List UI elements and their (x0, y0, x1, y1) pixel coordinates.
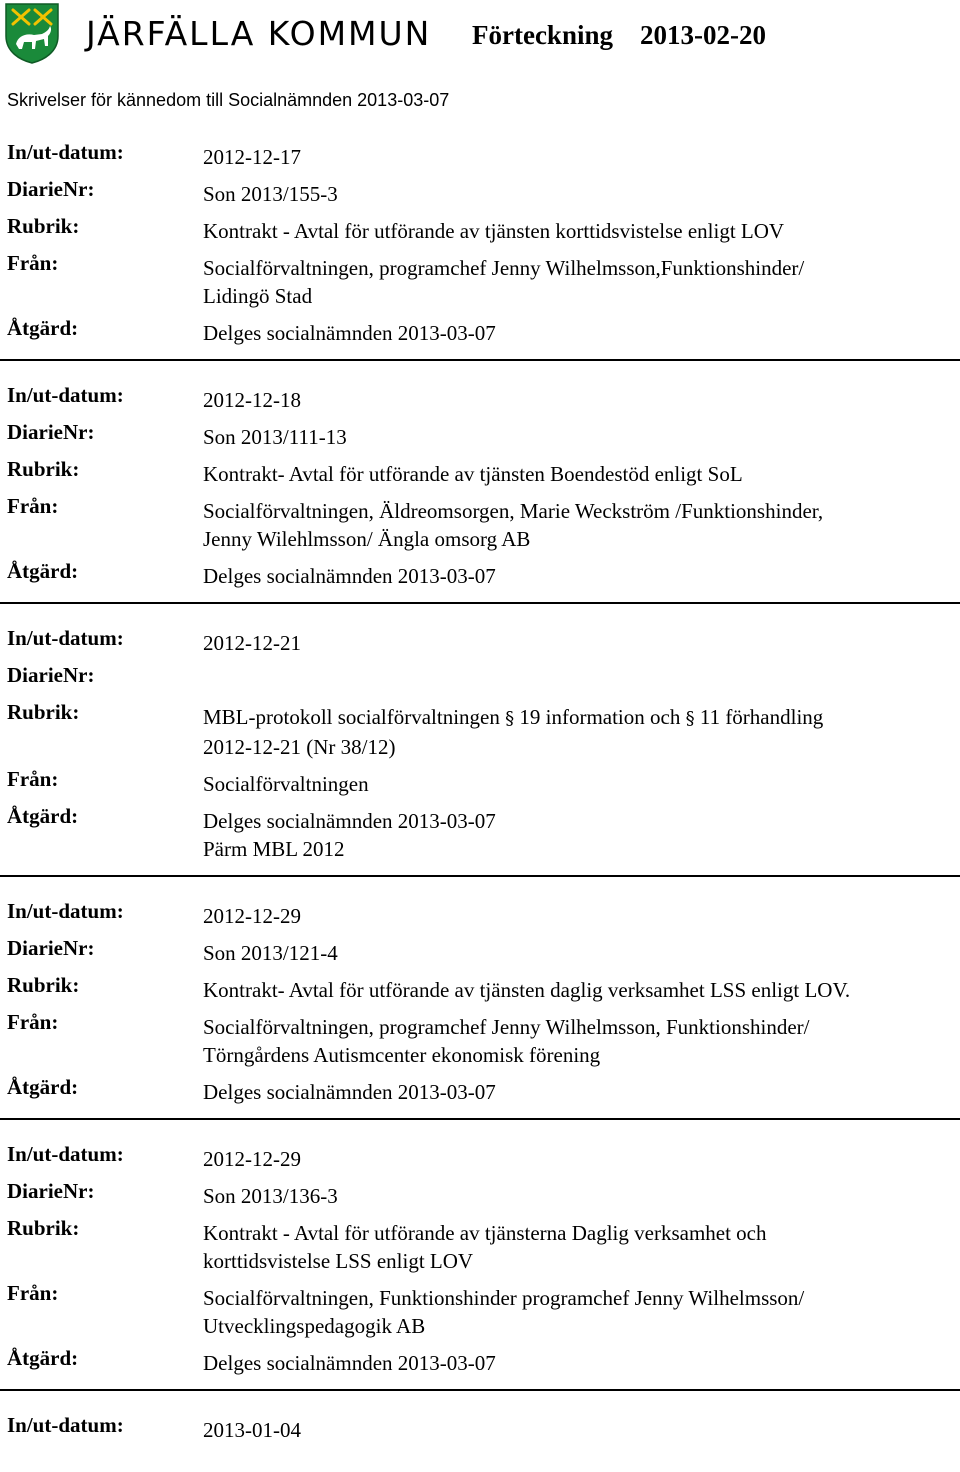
record-row-rubrik (0, 208, 960, 245)
value-atgard (203, 1078, 960, 1106)
value-atgard (203, 562, 960, 590)
label-in-ut-datum: In/ut-datum: (7, 1142, 124, 1166)
record-entry (0, 1136, 960, 1391)
record-row-diarienr (0, 414, 960, 451)
page-subtitle: Skrivelser för kännedom till Socialnämnden 2013-03-07 (7, 90, 450, 110)
record-row-diarienr (0, 657, 960, 694)
value-line: Socialförvaltningen, programchef Jenny Wilhelmsson, Funktionshinder/ (203, 1015, 810, 1039)
value-in-ut-datum: 2013-01-04 (203, 1418, 301, 1442)
label-diarienr: DiarieNr: (7, 663, 95, 687)
value-in-ut-datum: 2012-12-18 (203, 388, 301, 412)
page-header (0, 0, 960, 80)
label-in-ut-datum: In/ut-datum: (7, 140, 124, 164)
label-atgard: Åtgärd: (7, 559, 79, 583)
record-row-in-ut-datum (0, 134, 960, 171)
record-entry (0, 377, 960, 604)
label-in-ut-datum: In/ut-datum: (7, 383, 124, 407)
value-rubrik (203, 1219, 960, 1275)
value-line: Törngårdens Autismcenter ekonomisk förening (203, 1043, 601, 1067)
label-atgard: Åtgärd: (7, 316, 79, 340)
record-row-rubrik (0, 694, 960, 761)
label-diarienr: DiarieNr: (7, 936, 95, 960)
value-diarienr: Son 2013/121-4 (203, 941, 338, 965)
label-diarienr: DiarieNr: (7, 1179, 95, 1203)
record-row-atgard (0, 310, 960, 347)
label-atgard: Åtgärd: (7, 1346, 79, 1370)
record-row-in-ut-datum (0, 893, 960, 930)
value-rubrik (203, 976, 960, 1004)
jarfalla-coat-of-arms-icon (4, 2, 60, 64)
value-in-ut-datum: 2012-12-29 (203, 1147, 301, 1171)
value-line: korttidsvistelse LSS enligt LOV (203, 1249, 474, 1273)
record-entry (0, 620, 960, 877)
value-atgard (203, 807, 960, 863)
value-line: Socialförvaltningen, programchef Jenny Wilhelmsson,Funktionshinder/ (203, 256, 805, 280)
record-row-rubrik (0, 1210, 960, 1275)
label-in-ut-datum: In/ut-datum: (7, 626, 124, 650)
document-date: 2013-02-20 (640, 20, 766, 50)
record-row-in-ut-datum (0, 620, 960, 657)
value-in-ut-datum: 2012-12-29 (203, 904, 301, 928)
record-entry (0, 134, 960, 361)
records-list (0, 134, 960, 1472)
label-fran: Från: (7, 1010, 59, 1034)
record-row-diarienr (0, 171, 960, 208)
label-in-ut-datum: In/ut-datum: (7, 1413, 124, 1437)
value-rubrik (203, 460, 960, 488)
record-row-atgard (0, 553, 960, 590)
record-row-in-ut-datum (0, 1136, 960, 1173)
record-row-diarienr (0, 1173, 960, 1210)
value-line: Delges socialnämnden 2013-03-07 (203, 1351, 496, 1375)
value-diarienr: Son 2013/111-13 (203, 425, 347, 449)
document-title: Förteckning (472, 20, 613, 50)
value-diarienr (203, 666, 960, 694)
record-row-in-ut-datum (0, 377, 960, 414)
value-fran (203, 770, 960, 798)
value-line: Delges socialnämnden 2013-03-07 (203, 1080, 496, 1104)
value-line: Kontrakt - Avtal för utförande av tjänsterna Daglig verksamhet och (203, 1221, 767, 1245)
label-atgard: Åtgärd: (7, 804, 79, 828)
label-fran: Från: (7, 767, 59, 791)
value-rubrik (203, 217, 960, 245)
value-line: Delges socialnämnden 2013-03-07 (203, 321, 496, 345)
value-atgard (203, 1349, 960, 1377)
record-row-fran (0, 245, 960, 310)
value-diarienr: Son 2013/136-3 (203, 1184, 338, 1208)
label-rubrik: Rubrik: (7, 457, 80, 481)
value-fran (203, 1284, 960, 1340)
label-rubrik: Rubrik: (7, 214, 80, 238)
label-fran: Från: (7, 494, 59, 518)
value-line: Pärm MBL 2012 (203, 837, 345, 861)
value-diarienr: Son 2013/155-3 (203, 182, 338, 206)
value-line: Utvecklingspedagogik AB (203, 1314, 426, 1338)
record-row-diarienr (0, 930, 960, 967)
label-rubrik: Rubrik: (7, 973, 80, 997)
value-line: 2012-12-21 (Nr 38/12) (203, 735, 396, 759)
value-fran (203, 1013, 960, 1069)
value-line: MBL-protokoll socialförvaltningen § 19 information och § 11 förhandling (203, 705, 824, 729)
value-line: Kontrakt - Avtal för utförande av tjänsten korttidsvistelse enligt LOV (203, 219, 785, 243)
value-fran (203, 254, 960, 310)
value-fran (203, 497, 960, 553)
value-line: Lidingö Stad (203, 284, 313, 308)
value-line: Delges socialnämnden 2013-03-07 (203, 809, 496, 833)
record-row-atgard (0, 798, 960, 863)
value-line: Jenny Wilehlmsson/ Ängla omsorg AB (203, 527, 531, 551)
municipality-name: JÄRFÄLLA KOMMUN (86, 14, 432, 53)
value-line: Socialförvaltningen (203, 772, 369, 796)
record-row-rubrik (0, 967, 960, 1004)
label-diarienr: DiarieNr: (7, 177, 95, 201)
value-line: Socialförvaltningen, Funktionshinder programchef Jenny Wilhelmsson/ (203, 1286, 805, 1310)
value-in-ut-datum: 2012-12-17 (203, 145, 301, 169)
value-atgard (203, 319, 960, 347)
value-in-ut-datum: 2012-12-21 (203, 631, 301, 655)
label-fran: Från: (7, 251, 59, 275)
label-rubrik: Rubrik: (7, 1216, 80, 1240)
record-row-fran (0, 1004, 960, 1069)
label-fran: Från: (7, 1281, 59, 1305)
record-row-fran (0, 761, 960, 798)
record-row-in-ut-datum (0, 1407, 960, 1444)
value-line: Socialförvaltningen, Äldreomsorgen, Marie Weckström /Funktionshinder, (203, 499, 824, 523)
record-row-fran (0, 1275, 960, 1340)
record-row-fran (0, 488, 960, 553)
label-diarienr: DiarieNr: (7, 420, 95, 444)
value-line: Delges socialnämnden 2013-03-07 (203, 564, 496, 588)
value-line: Kontrakt- Avtal för utförande av tjänsten Boendestöd enligt SoL (203, 462, 743, 486)
record-row-atgard (0, 1340, 960, 1377)
label-atgard: Åtgärd: (7, 1075, 79, 1099)
record-row-rubrik (0, 451, 960, 488)
record-entry (0, 893, 960, 1120)
record-row-atgard (0, 1069, 960, 1106)
label-rubrik: Rubrik: (7, 700, 80, 724)
value-rubrik (203, 703, 960, 761)
value-line: Kontrakt- Avtal för utförande av tjänsten daglig verksamhet LSS enligt LOV. (203, 978, 851, 1002)
record-entry (0, 1407, 960, 1456)
label-in-ut-datum: In/ut-datum: (7, 899, 124, 923)
